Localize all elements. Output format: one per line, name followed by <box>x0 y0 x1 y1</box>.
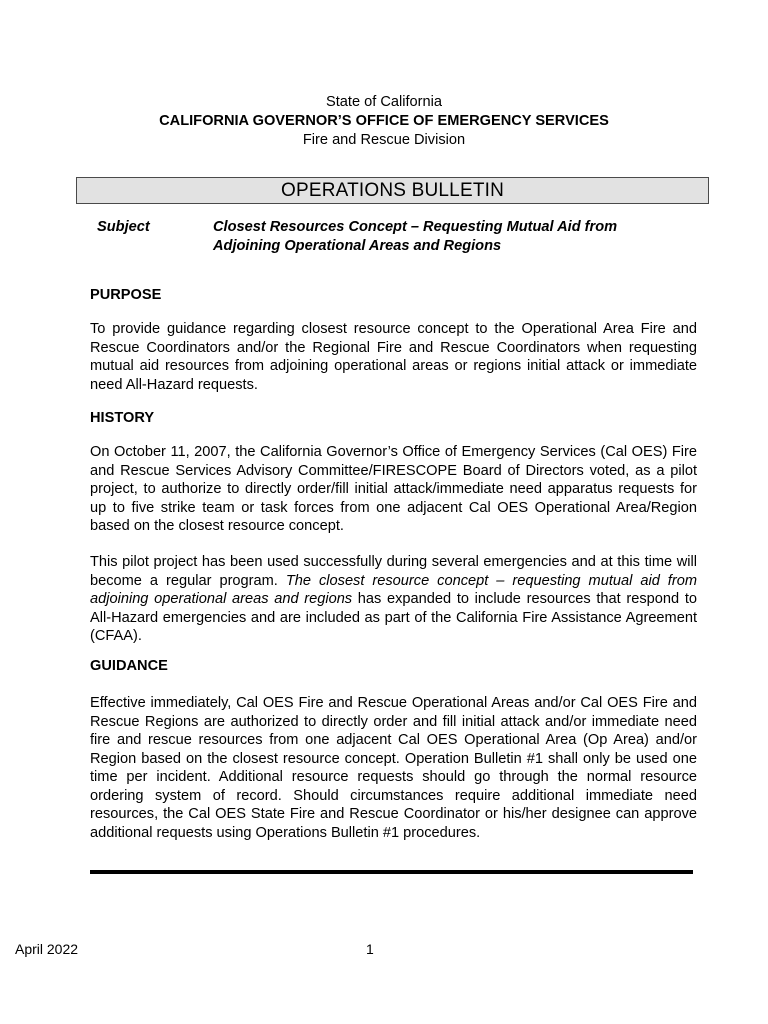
history-paragraph-2-start: This pilot project has been used successfully during several emergencies and at this time will become a regular program. <box>90 554 697 589</box>
history-paragraph-1: On October 11, 2007, the California Governor’s Office of Emergency Services (Cal OES) Fire and Rescue Services Advisory Committee/FIRESCOPE Board of Directors voted, as a pilot project, to authorize to directly order/fill initial attack/immediate need apparatus requests for up to five strike team or task forces from one adjacent Cal OES Operational Area/Region based on the closest resource concept. <box>90 444 697 534</box>
header-division: Fire and Rescue Division <box>302 132 466 148</box>
guidance-heading: GUIDANCE <box>90 658 168 674</box>
purpose-paragraph: To provide guidance regarding closest resource concept to the Operational Area Fire and Rescue Coordinators and/or the Regional Fire and Rescue Coordinators when requesting mutual aid resources from adjoining operational areas or regions initial attack or immediate need All-Hazard requests. <box>90 321 697 393</box>
header-agency: CALIFORNIA GOVERNOR’S OFFICE OF EMERGENCY SERVICES <box>159 113 609 129</box>
history-paragraph-2-italic: The closest resource concept – requesting mutual aid from adjoining operational areas and regions <box>90 572 697 607</box>
footer-page-number: 1 <box>366 941 374 957</box>
bulletin-title-box <box>76 177 709 204</box>
purpose-heading: PURPOSE <box>90 287 162 303</box>
footer-date: April 2022 <box>15 941 79 957</box>
header-state: State of California <box>325 94 442 110</box>
history-paragraph-2-end: has expanded to include resources that respond to All-Hazard emergencies and are included as part of the California Fire Assistance Agreement (CFAA). <box>90 591 697 644</box>
history-heading: HISTORY <box>90 410 155 426</box>
history-paragraph-2 <box>90 553 697 646</box>
subject-text <box>213 218 683 256</box>
horizontal-divider <box>90 870 693 874</box>
subject-label: Subject <box>97 219 150 235</box>
subject-line-1: Closest Resources Concept – Requesting Mutual Aid from <box>213 219 618 235</box>
bulletin-title: OPERATIONS BULLETIN <box>280 180 505 201</box>
guidance-paragraph: Effective immediately, Cal OES Fire and Rescue Operational Areas and/or Cal OES Fire and Rescue Regions are authorized to directly order and fill initial attack and/or immediate need fire and rescue resources from one adjacent Cal OES Operational Area (Op Area) and/or Region based on the closest resource concept. Operation Bulletin #1 shall only be used one time per incident. Additional resource requests should go through the normal resource ordering system of record. Should circumstances require additional immediate need resources, the Cal OES State Fire and Rescue Coordinator or his/her designee can approve additional requests using Operations Bulletin #1 procedures. <box>90 695 697 841</box>
subject-line-2: Adjoining Operational Areas and Regions <box>213 238 502 254</box>
